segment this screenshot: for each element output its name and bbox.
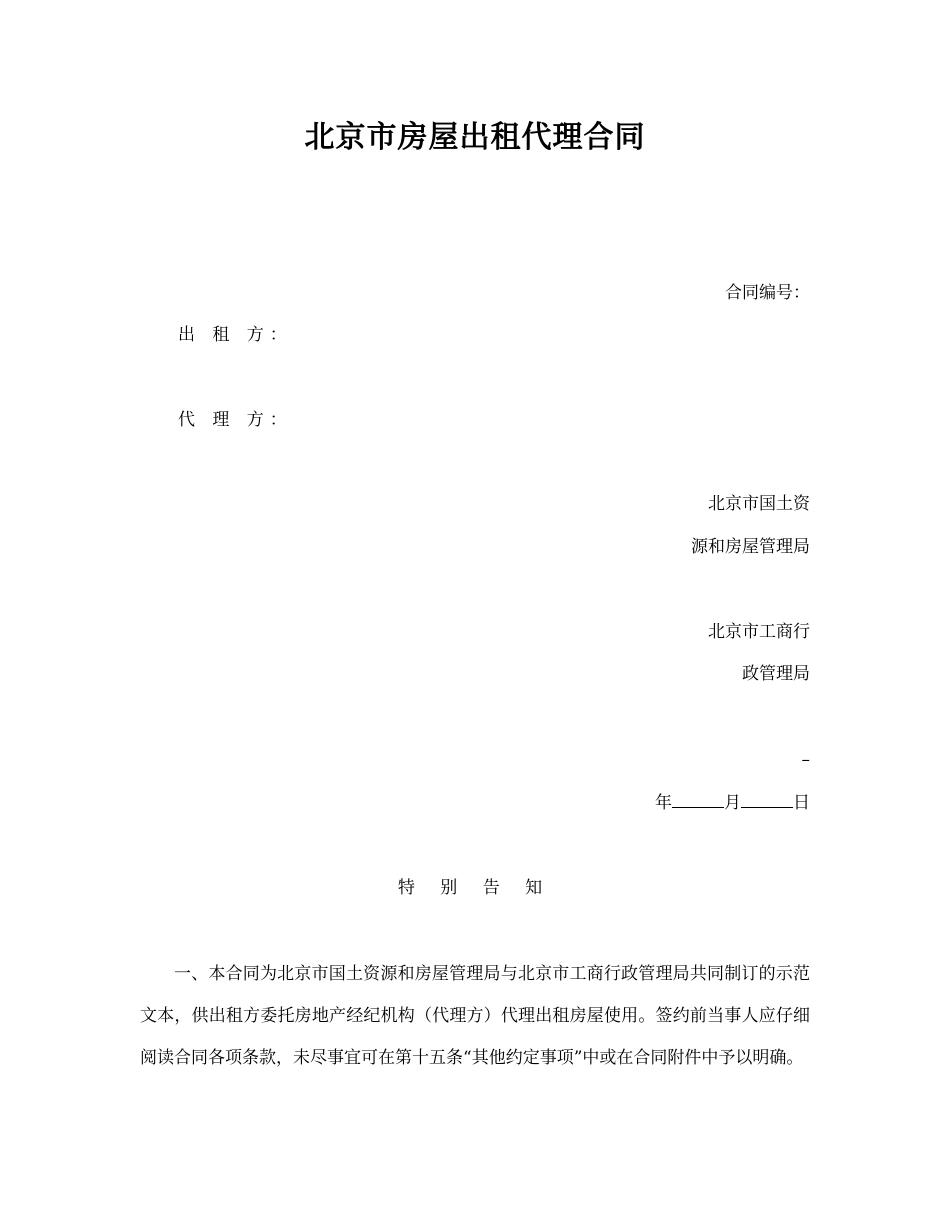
issuer1-line1: 北京市国土资 <box>708 494 810 514</box>
dash-mark: – <box>801 750 810 770</box>
month-blank <box>672 793 724 808</box>
notice-title: 特 别 告 知 <box>397 878 553 898</box>
day-blank <box>741 793 793 808</box>
notice-paragraph-1: 一、本合同为北京市国土资源和房屋管理局与北京市工商行政管理局共同制订的示范文本，供出租方委托房地产经纪机构（代理方）代理出租房屋使用。签约前当事人应仔细阅读合同各项条款，未尽事宜可在第十五条“其他约定事项”中或在合同附件中予以明确。 <box>140 964 810 1068</box>
lessor-label: 出 租 方： <box>178 325 293 345</box>
date-month: 月 <box>724 793 741 813</box>
date-day: 日 <box>793 793 810 813</box>
agent-label: 代 理 方： <box>178 410 293 430</box>
document-title: 北京市房屋出租代理合同 <box>304 120 646 155</box>
issuer1-line2: 源和房屋管理局 <box>691 537 810 557</box>
date-line <box>655 788 810 813</box>
issuer2-line2: 政管理局 <box>742 664 810 684</box>
contract-number-label: 合同编号： <box>725 283 810 303</box>
issuer2-line1: 北京市工商行 <box>708 622 810 642</box>
date-year: 年 <box>655 793 672 813</box>
